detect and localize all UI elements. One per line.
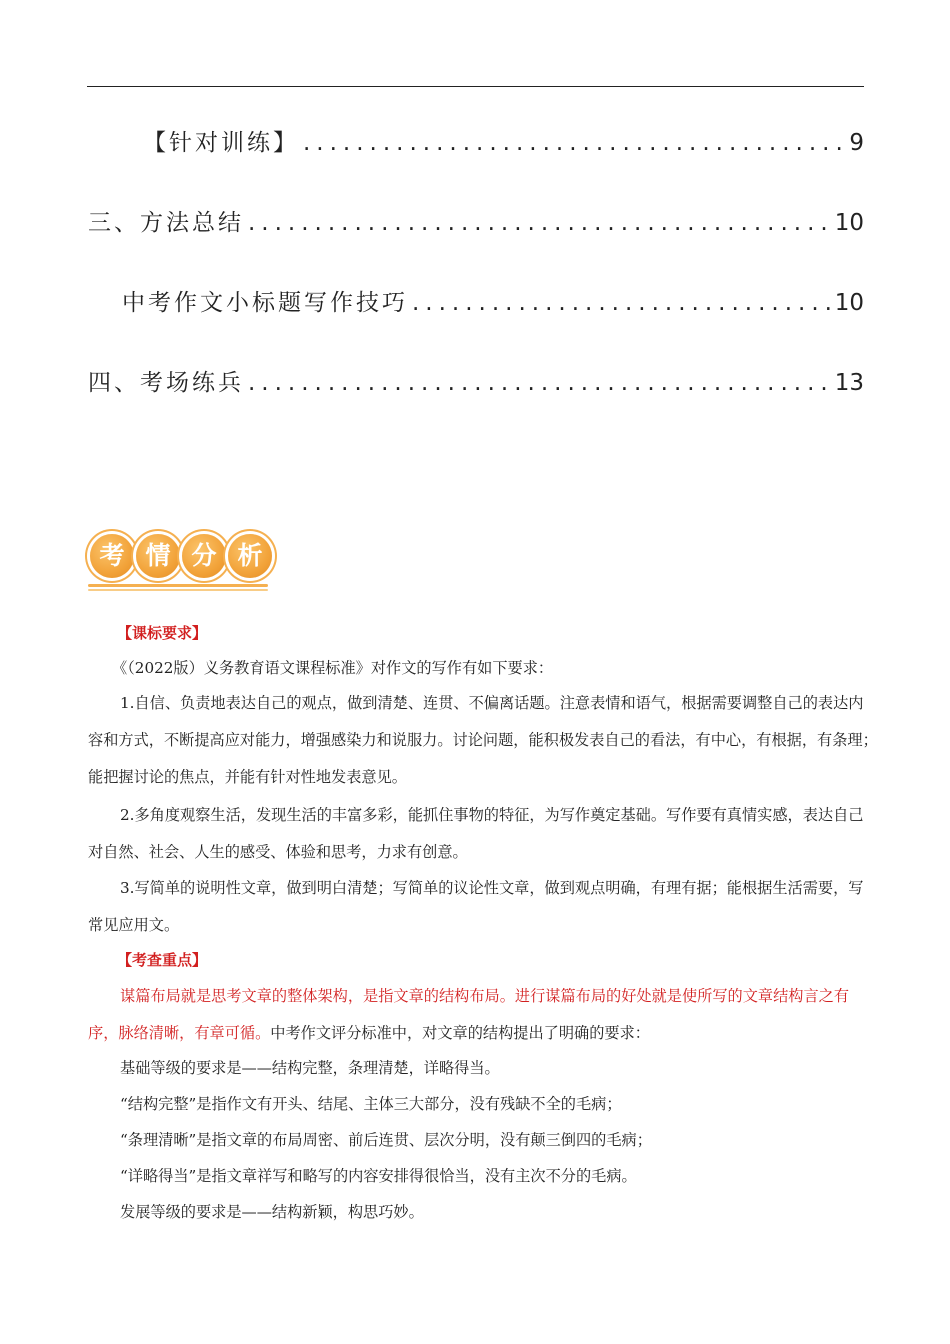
toc-entry-text: 中考作文小标题写作技巧 [122,290,408,316]
detail-balance-definition: “详略得当”是指文章祥写和略写的内容安排得很恰当，没有主次不分的毛病。 [120,1167,637,1185]
structure-complete-definition: “结构完整”是指作文有开头、结尾、主体三大部分，没有残缺不全的毛病； [120,1095,622,1113]
toc-leader-dots [303,130,845,156]
exam-focus-paragraph [88,978,878,1052]
requirement-item-1: 1.自信、负责地表达自己的观点，做到清楚、连贯、不偏离话题。注意表情和语气，根据需要调整自己的表达内容和方式，不断提高应对能力，增强感染力和说服力。讨论问题，能积极发表自己的看法，有中心，有根据，有条理；能把握讨论的焦点，并能有针对性地发表意见。 [88,694,878,786]
exam-focus-text: 中考作文评分标准中，对文章的结构提出了明确的要求： [270,1024,650,1042]
banner-char: 析 [228,534,272,578]
heading-curriculum-requirements: 【课标要求】 [117,624,208,642]
basic-level-requirement: 基础等级的要求是——结构完整，条理清楚，详略得当。 [120,1059,500,1077]
clear-organization-definition: “条理清晰”是指文章的布局周密、前后连贯、层次分明，没有颠三倒四的毛病； [120,1131,652,1149]
banner-underline [88,589,268,591]
toc-leader-dots [248,210,831,236]
toc-entry-text: 三、方法总结 [88,210,244,236]
toc-leader-dots [412,290,831,316]
requirement-item-2: 2.多角度观察生活，发现生活的丰富多彩，能抓住事物的特征，为写作奠定基础。写作要有真情实感，表达自己对自然、社会、人生的感受、体验和思考，力求有创意。 [88,806,864,861]
banner-char: 分 [182,534,226,578]
toc-page-number: 9 [849,130,864,156]
toc-entry-method-summary[interactable] [88,204,864,237]
curriculum-intro: 《（2022版）义务教育语文课程标准》对作文的写作有如下要求： [112,659,554,677]
development-level-requirement: 发展等级的要求是——结构新颖，构思巧妙。 [120,1203,424,1221]
banner-underline [88,584,268,587]
toc-entry-exam-practice[interactable] [88,364,864,397]
exam-focus-red-text: 谋篇布局就是思考文章的整体架构，是指文章的结构布局。进行谋篇布局的好处就是使所写的文章结构言之有序，脉络清晰，有章可循。 [88,987,849,1042]
toc-entry-subtitle-skills[interactable] [122,284,864,317]
banner-char: 考 [90,534,134,578]
toc-page-number: 13 [834,370,864,396]
heading-exam-focus: 【考查重点】 [117,951,208,969]
header-rule [87,86,864,87]
toc-entry-text: 四、考场练兵 [88,370,244,396]
toc-page-number: 10 [834,290,864,316]
toc-entry-text: 【针对训练】 [143,130,299,156]
requirement-item-3: 3.写简单的说明性文章，做到明白清楚；写简单的议论性文章，做到观点明确，有理有据；能根据生活需要，写常见应用文。 [88,879,864,934]
exam-analysis-banner [86,530,276,592]
toc-leader-dots [248,370,831,396]
toc-page-number: 10 [834,210,864,236]
toc-entry-training[interactable] [143,124,864,157]
banner-char: 情 [136,534,180,578]
